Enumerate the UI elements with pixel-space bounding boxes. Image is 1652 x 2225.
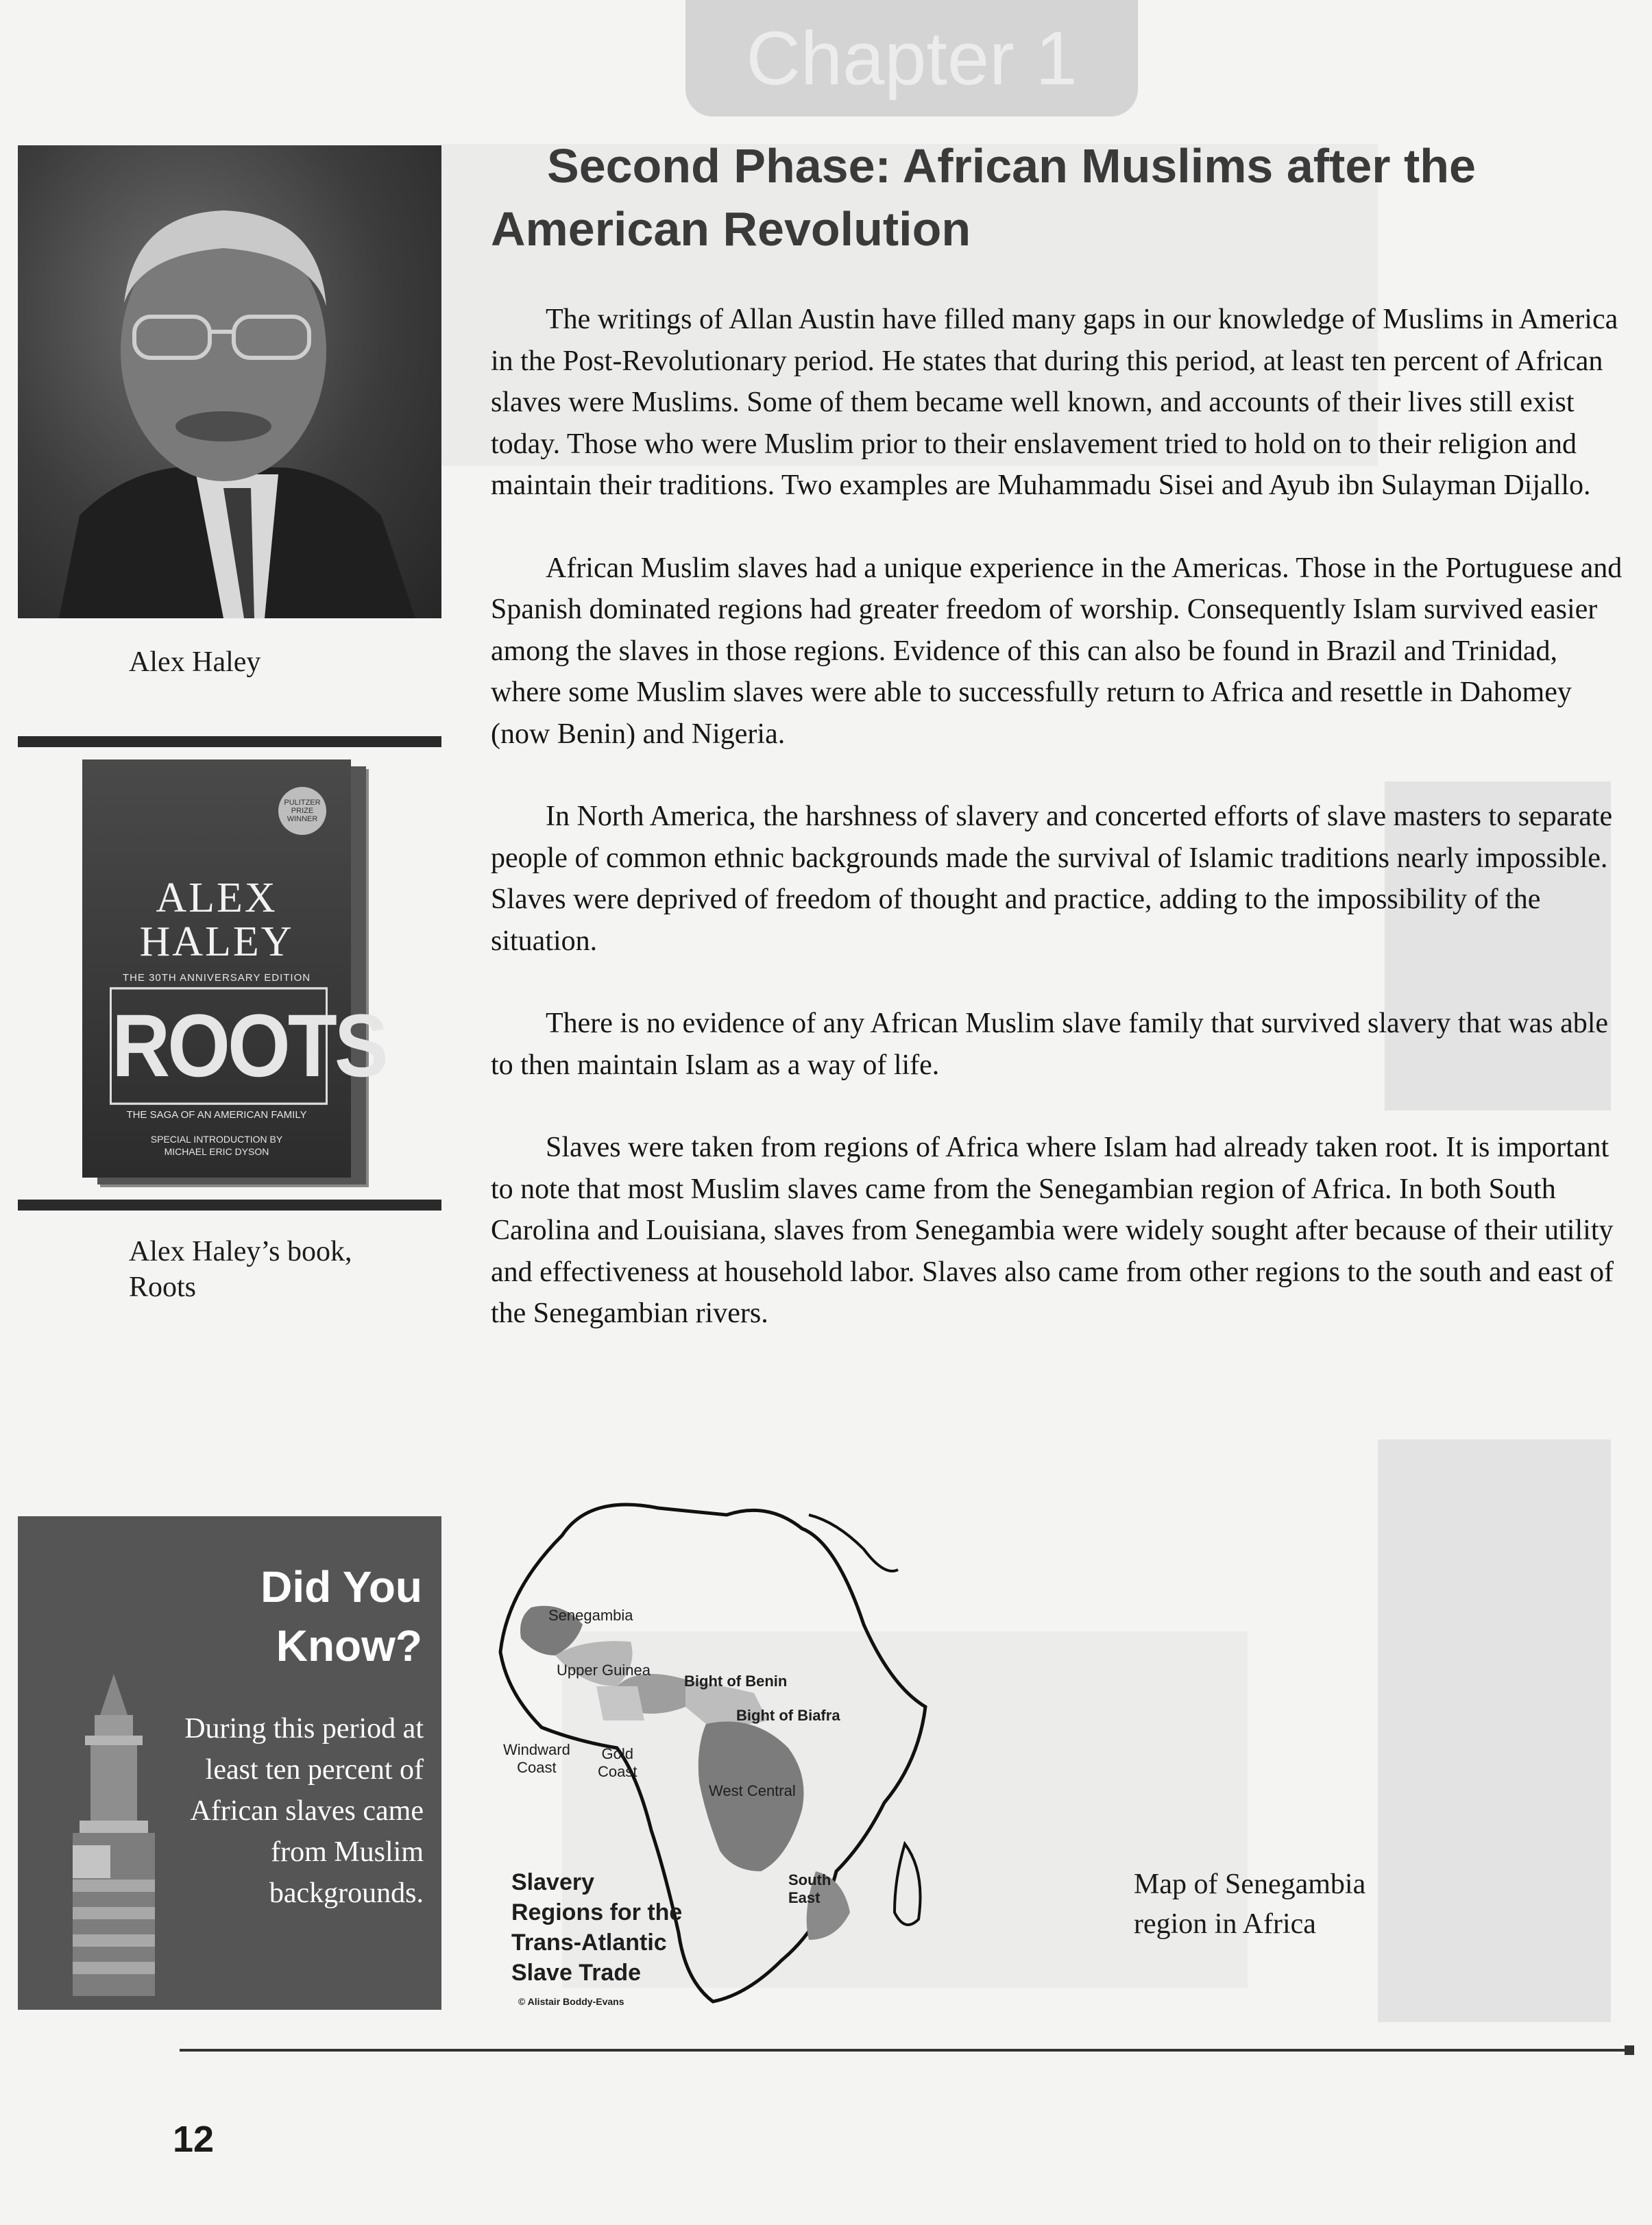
book-subtitle: THE SAGA OF AN AMERICAN FAMILY — [126, 1109, 307, 1121]
map-label-line: Windward — [503, 1741, 570, 1758]
map-label-south-east — [788, 1871, 831, 1907]
page-number: 12 — [173, 2119, 215, 2160]
map-label-west-central: West Central — [709, 1782, 796, 1799]
book-introduction — [82, 1133, 351, 1158]
book-caption-line: Roots — [129, 1272, 197, 1303]
map-caption-line: Map of Senegambia — [1134, 1869, 1366, 1900]
map-caption — [1134, 1864, 1365, 1944]
book-caption — [129, 1234, 352, 1305]
chapter-tab — [685, 0, 1138, 117]
heading-line: Second Phase: African Muslims after the — [547, 139, 1476, 193]
map-label-senegambia: Senegambia — [548, 1607, 633, 1624]
book-title: ROOTS — [110, 987, 328, 1105]
map-label-gold-coast — [598, 1745, 637, 1781]
paragraph: Slaves were taken from regions of Africa where Islam had already taken root. It is important to note that most Muslim slaves came from the Senegambian region of Africa. In both South Carolina and Louisiana, slaves from Senegambia were widely sought after because of their utility and effectiveness at household labor. Slaves also came from other regions to the south and east of the Senegambian rivers. — [491, 1132, 1614, 1329]
portrait-illustration — [18, 145, 441, 618]
section-heading — [491, 134, 1615, 260]
did-you-know-title-line: Did You — [260, 1562, 422, 1612]
map-label-line: Coast — [598, 1763, 637, 1780]
map-caption-line: region in Africa — [1134, 1908, 1316, 1940]
book-intro-line: SPECIAL INTRODUCTION BY — [150, 1134, 283, 1145]
book-caption-line: Alex Haley’s book, — [129, 1236, 352, 1267]
map-label-line: East — [788, 1889, 821, 1906]
body-text — [491, 299, 1629, 1376]
map-legend-line: Slave Trade — [511, 1960, 642, 1986]
map-label-bight-of-biafra: Bight of Biafra — [736, 1707, 840, 1724]
map-label-line: South — [788, 1871, 831, 1888]
paragraph: There is no evidence of any African Muslim slave family that survived slavery that was able to then maintain Islam as a way of life. — [491, 1008, 1609, 1081]
book-author-line: ALEX — [156, 875, 278, 921]
map-credit: © Alistair Boddy-Evans — [518, 1996, 624, 2007]
divider-rule — [18, 736, 441, 747]
paragraph: The writings of Allan Austin have filled many gaps in our knowledge of Muslims in America in the Post-Revolutionary period. He states that during this period, at least ten percent of African slaves were Muslims. Some of them became well known, and accounts of their lives still exist today. Those who were Muslim prior to their enslavement tried to hold on to their religion and maintain their traditions. Two examples are Muhammadu Sisei and Ayub ibn Sulayman Dijallo. — [491, 304, 1618, 501]
map-label-upper-guinea: Upper Guinea — [557, 1662, 651, 1679]
roots-book-cover — [82, 759, 386, 1178]
map-legend-line: Trans-Atlantic — [511, 1930, 667, 1956]
heading-line: American Revolution — [491, 202, 971, 256]
map-label-windward-coast — [503, 1741, 570, 1777]
book-intro-line: MICHAEL ERIC DYSON — [164, 1146, 269, 1157]
map-legend-line: Slavery — [511, 1869, 594, 1895]
map-legend-line: Regions for the — [511, 1899, 683, 1925]
did-you-know-box — [18, 1516, 441, 2010]
book-author — [82, 876, 351, 964]
paragraph: In North America, the harshness of slavery and concerted efforts of slave masters to separate people of common ethnic backgrounds made the survival of Islamic traditions nearly impossible. Slaves were deprived of freedom of thought and practice, adding to the impossibility of the situation. — [491, 801, 1613, 957]
paragraph: African Muslim slaves had a unique experience in the Americas. Those in the Portuguese and Spanish dominated regions had greater freedom of worship. Consequently Islam survived easier among the slaves in those regions. Evidence of this can also be found in Brazil and Trinidad, where some Muslim slaves were able to successfully return to Africa and resettle in Dahomey (now Benin) and Nigeria. — [491, 552, 1623, 750]
footer-rule-end — [1625, 2045, 1634, 2055]
did-you-know-text: During this period at least ten percent of African slaves came from Muslim backgrounds. — [184, 1713, 424, 1909]
divider-rule — [18, 1200, 441, 1211]
pulitzer-badge: PULITZER PRIZE WINNER — [278, 787, 326, 835]
bleed-through-box — [1378, 1439, 1611, 2022]
alex-haley-photo — [18, 145, 441, 618]
map-label-bight-of-benin: Bight of Benin — [684, 1673, 788, 1690]
chapter-label: Chapter 1 — [746, 16, 1078, 101]
map-legend-title — [511, 1867, 682, 1988]
did-you-know-title-line: Know? — [276, 1621, 422, 1670]
footer-rule — [180, 2049, 1633, 2052]
map-label-line: Gold — [601, 1745, 633, 1762]
photo-caption: Alex Haley — [129, 646, 261, 678]
book-edition: THE 30TH ANNIVERSARY EDITION — [122, 972, 311, 984]
book-author-line: HALEY — [139, 919, 294, 965]
did-you-know-title — [260, 1557, 422, 1675]
map-label-line: Coast — [517, 1759, 557, 1776]
